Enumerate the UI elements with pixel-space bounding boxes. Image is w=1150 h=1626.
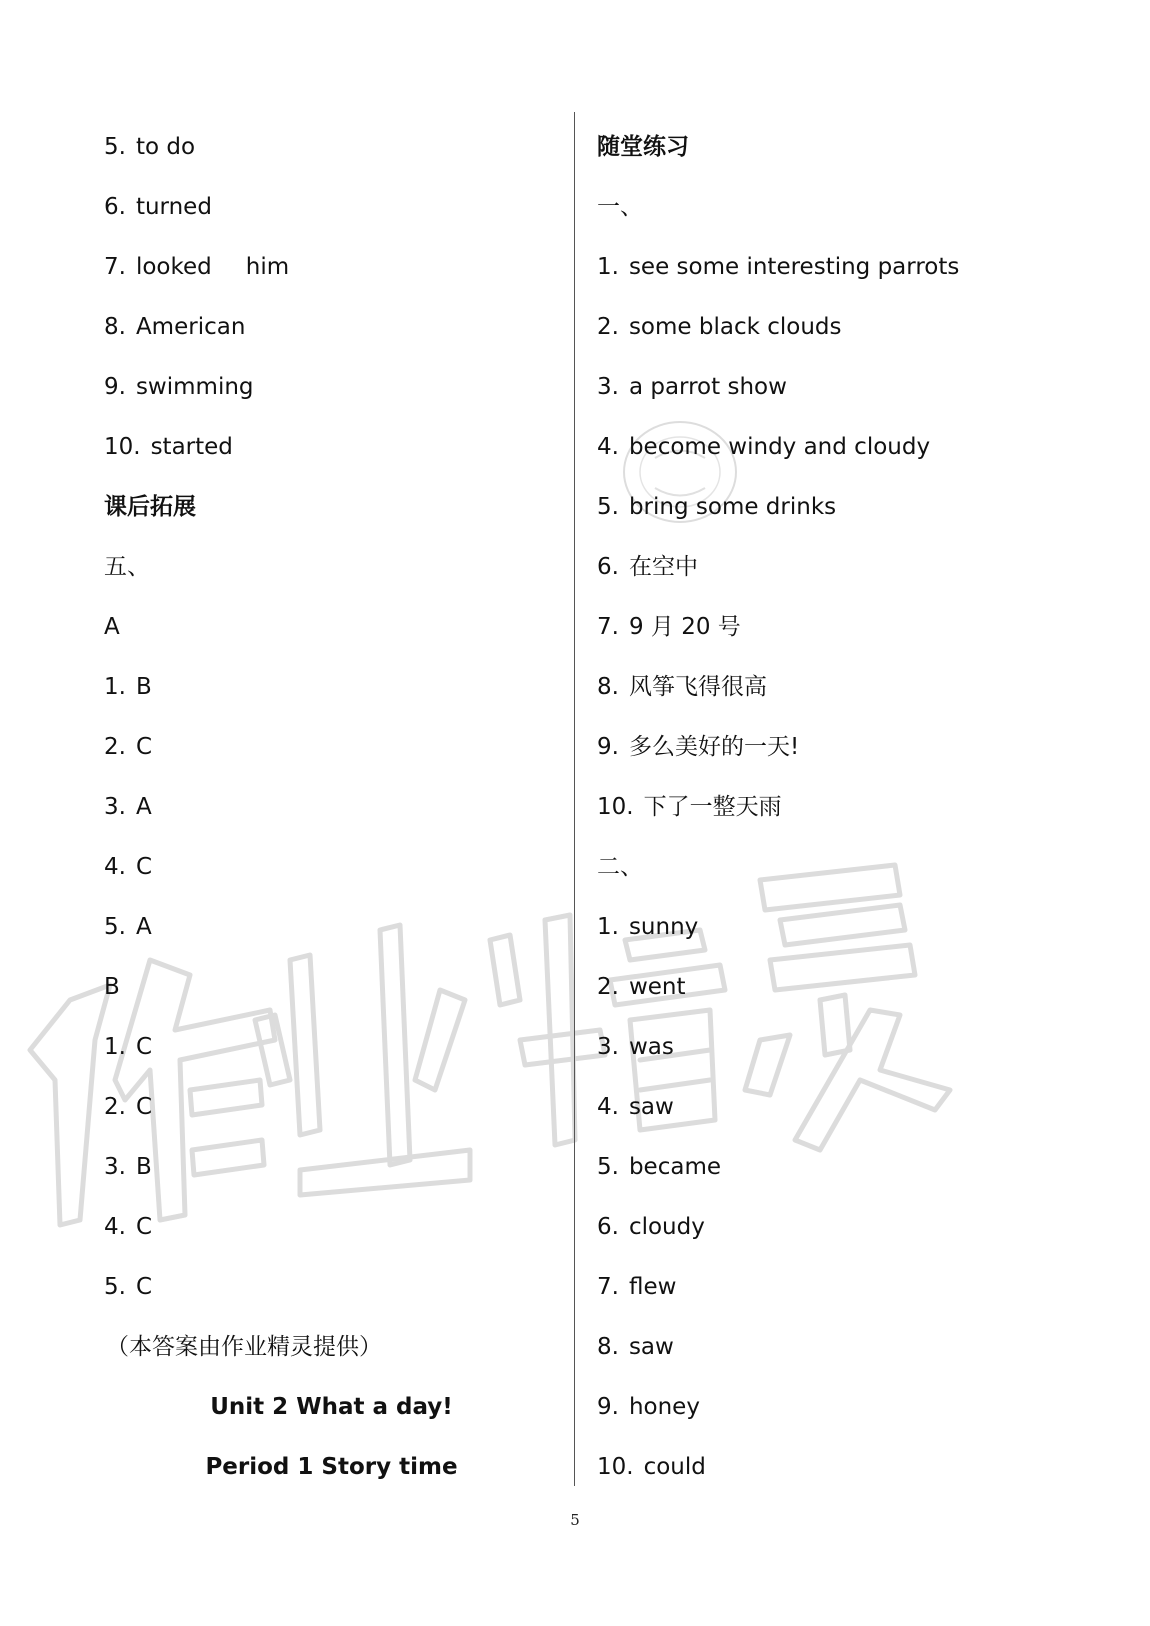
list-item: 4. become windy and cloudy bbox=[597, 434, 931, 460]
list-item: 3. B bbox=[104, 1154, 152, 1180]
list-item: 5. A bbox=[104, 914, 152, 940]
list-item: 9. 多么美好的一天! bbox=[597, 734, 800, 760]
part-label: 五、 bbox=[104, 554, 150, 580]
list-item: 8. 风筝飞得很高 bbox=[597, 674, 767, 700]
list-item: 2. some black clouds bbox=[597, 314, 842, 340]
list-item: 1. B bbox=[104, 674, 152, 700]
list-item: 10. 下了一整天雨 bbox=[597, 794, 782, 820]
list-item: 4. saw bbox=[597, 1094, 674, 1120]
list-item: 3. was bbox=[597, 1034, 674, 1060]
list-item: 1. C bbox=[104, 1034, 153, 1060]
list-item: 9. swimming bbox=[104, 374, 254, 400]
list-item: 2. C bbox=[104, 734, 153, 760]
group-label: B bbox=[104, 974, 120, 1000]
list-item: 6. cloudy bbox=[597, 1214, 705, 1240]
list-item: 10. started bbox=[104, 434, 233, 460]
list-item: 8. saw bbox=[597, 1334, 674, 1360]
list-item: 6. 在空中 bbox=[597, 554, 698, 580]
list-item: 7. 9 月 20 号 bbox=[597, 614, 741, 640]
list-item: 5. C bbox=[104, 1274, 153, 1300]
unit-title: Unit 2 What a day! bbox=[210, 1394, 453, 1420]
period-title: Period 1 Story time bbox=[205, 1454, 458, 1480]
list-item: 3. a parrot show bbox=[597, 374, 787, 400]
list-item: 6. turned bbox=[104, 194, 212, 220]
list-item: 10. could bbox=[597, 1454, 706, 1480]
part-label: 一、 bbox=[597, 194, 643, 220]
section-heading: 课后拓展 bbox=[104, 494, 196, 520]
list-item: 4. C bbox=[104, 1214, 153, 1240]
part-label: 二、 bbox=[597, 854, 643, 880]
list-item: 2. went bbox=[597, 974, 686, 1000]
group-label: A bbox=[104, 614, 120, 640]
list-item: 1. see some interesting parrots bbox=[597, 254, 960, 280]
list-item: 5. to do bbox=[104, 134, 196, 160]
list-item: 3. A bbox=[104, 794, 152, 820]
section-heading: 随堂练习 bbox=[597, 134, 689, 160]
list-item: 5. bring some drinks bbox=[597, 494, 837, 520]
list-item: 2. C bbox=[104, 1094, 153, 1120]
list-item: 7. looked him bbox=[104, 254, 290, 280]
list-item: 5. became bbox=[597, 1154, 721, 1180]
list-item: 9. honey bbox=[597, 1394, 700, 1420]
list-item: 7. flew bbox=[597, 1274, 677, 1300]
list-item: 1. sunny bbox=[597, 914, 699, 940]
column-divider bbox=[574, 112, 575, 1486]
page-number: 5 bbox=[570, 1511, 580, 1529]
list-item: 8. American bbox=[104, 314, 246, 340]
credit-note: （本答案由作业精灵提供） bbox=[106, 1334, 382, 1360]
list-item: 4. C bbox=[104, 854, 153, 880]
